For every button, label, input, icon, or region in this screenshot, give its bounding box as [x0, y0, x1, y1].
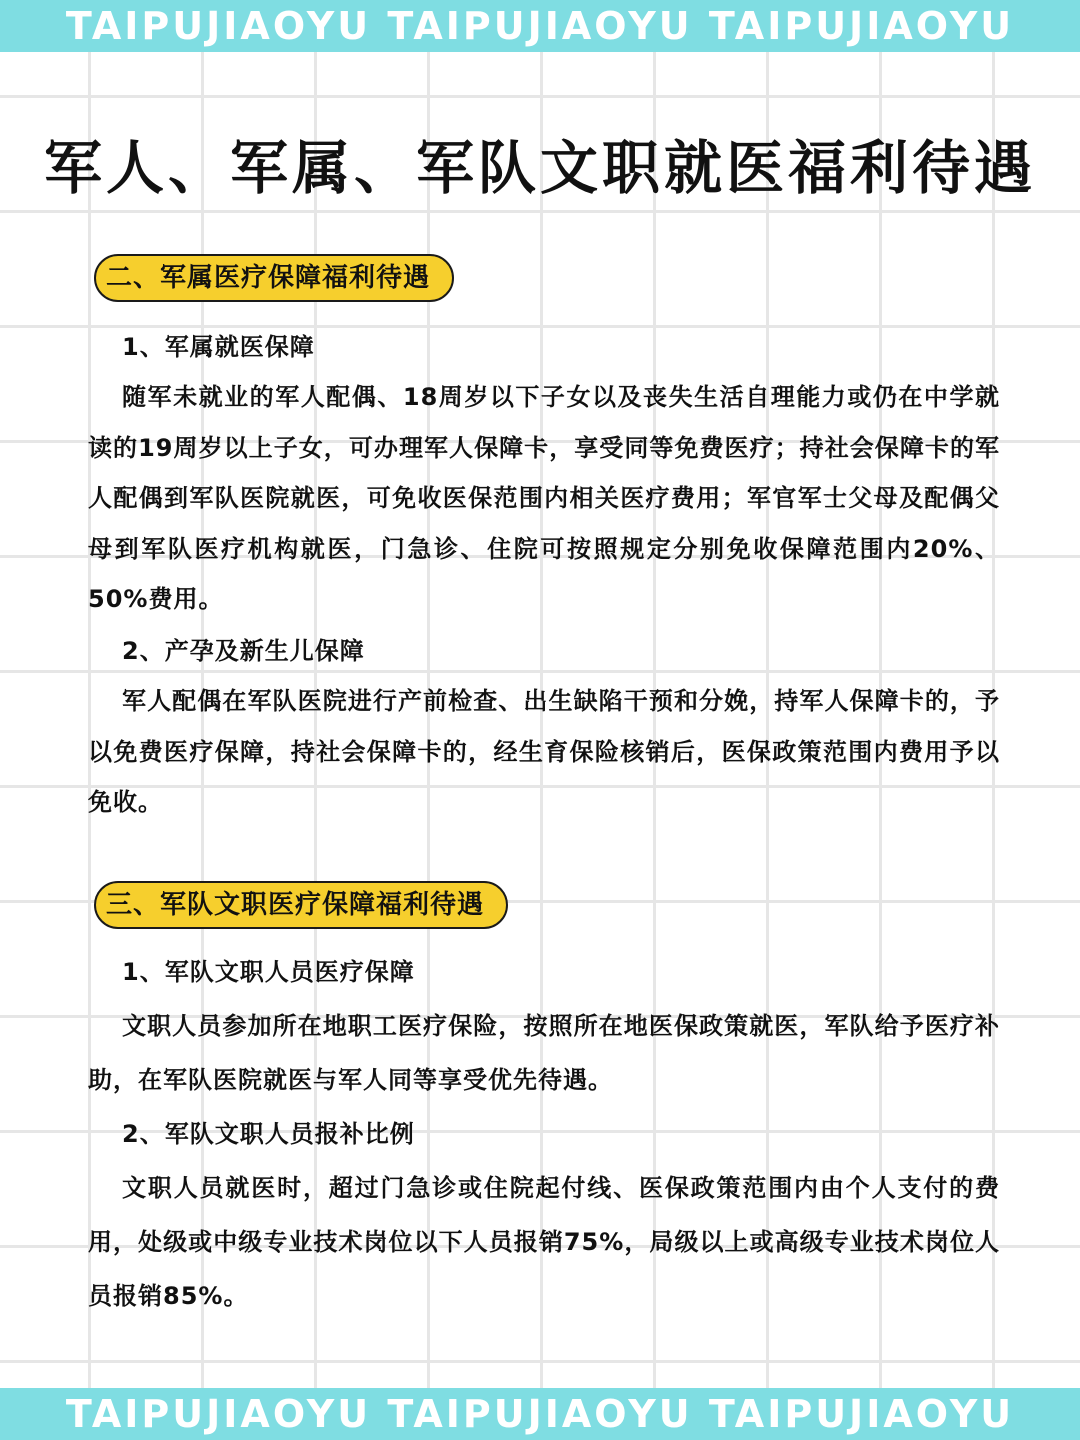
page-title: 军人、军属、军队文职就医福利待遇	[43, 134, 1036, 202]
watermark-bottom-band: TAIPUJIAOYU TAIPUJIAOYU TAIPUJIAOYU	[0, 1388, 1080, 1440]
paragraph-reimbursement: 文职人员就医时，超过门急诊或住院起付线、医保政策范围内由个人支付的费用，处级或中级专业技术岗位以下人员报销75%，局级以上或高级专业技术岗位人员报销85%。	[88, 1174, 1000, 1310]
paragraph-civilian-medical: 文职人员参加所在地职工医疗保险，按照所在地医保政策就医，军队给予医疗补助，在军队医院就医与军人同等享受优先待遇。	[88, 1012, 1000, 1094]
subheading-civilian-medical: 1、军队文职人员医疗保障	[122, 958, 415, 986]
paragraph-family-medical: 随军未就业的军人配偶、18周岁以下子女以及丧失生活自理能力或仍在中学就读的19周岁以上子女，可办理军人保障卡，享受同等免费医疗；持社会保障卡的军人配偶到军队医院就医，可免收医保范围内相关医疗费用；军官军士父母及配偶父母到军队医疗机构就医，门急诊、住院可按照规定分别免收保障范围内20%、50%费用。	[88, 383, 1000, 614]
subheading-family-medical: 1、军属就医保障	[122, 333, 315, 361]
subheading-maternity: 2、产孕及新生儿保障	[122, 637, 365, 665]
paragraph-maternity: 军人配偶在军队医院进行产前检查、出生缺陷干预和分娩，持军人保障卡的，予以免费医疗保障，持社会保障卡的，经生育保险核销后，医保政策范围内费用予以免收。	[88, 687, 1000, 817]
section-heading-military-family: 二、军属医疗保障福利待遇	[94, 254, 454, 302]
subheading-reimbursement: 2、军队文职人员报补比例	[122, 1120, 415, 1148]
section-heading-civilian-staff: 三、军队文职医疗保障福利待遇	[94, 881, 508, 929]
watermark-top-band: TAIPUJIAOYU TAIPUJIAOYU TAIPUJIAOYU	[0, 0, 1080, 52]
